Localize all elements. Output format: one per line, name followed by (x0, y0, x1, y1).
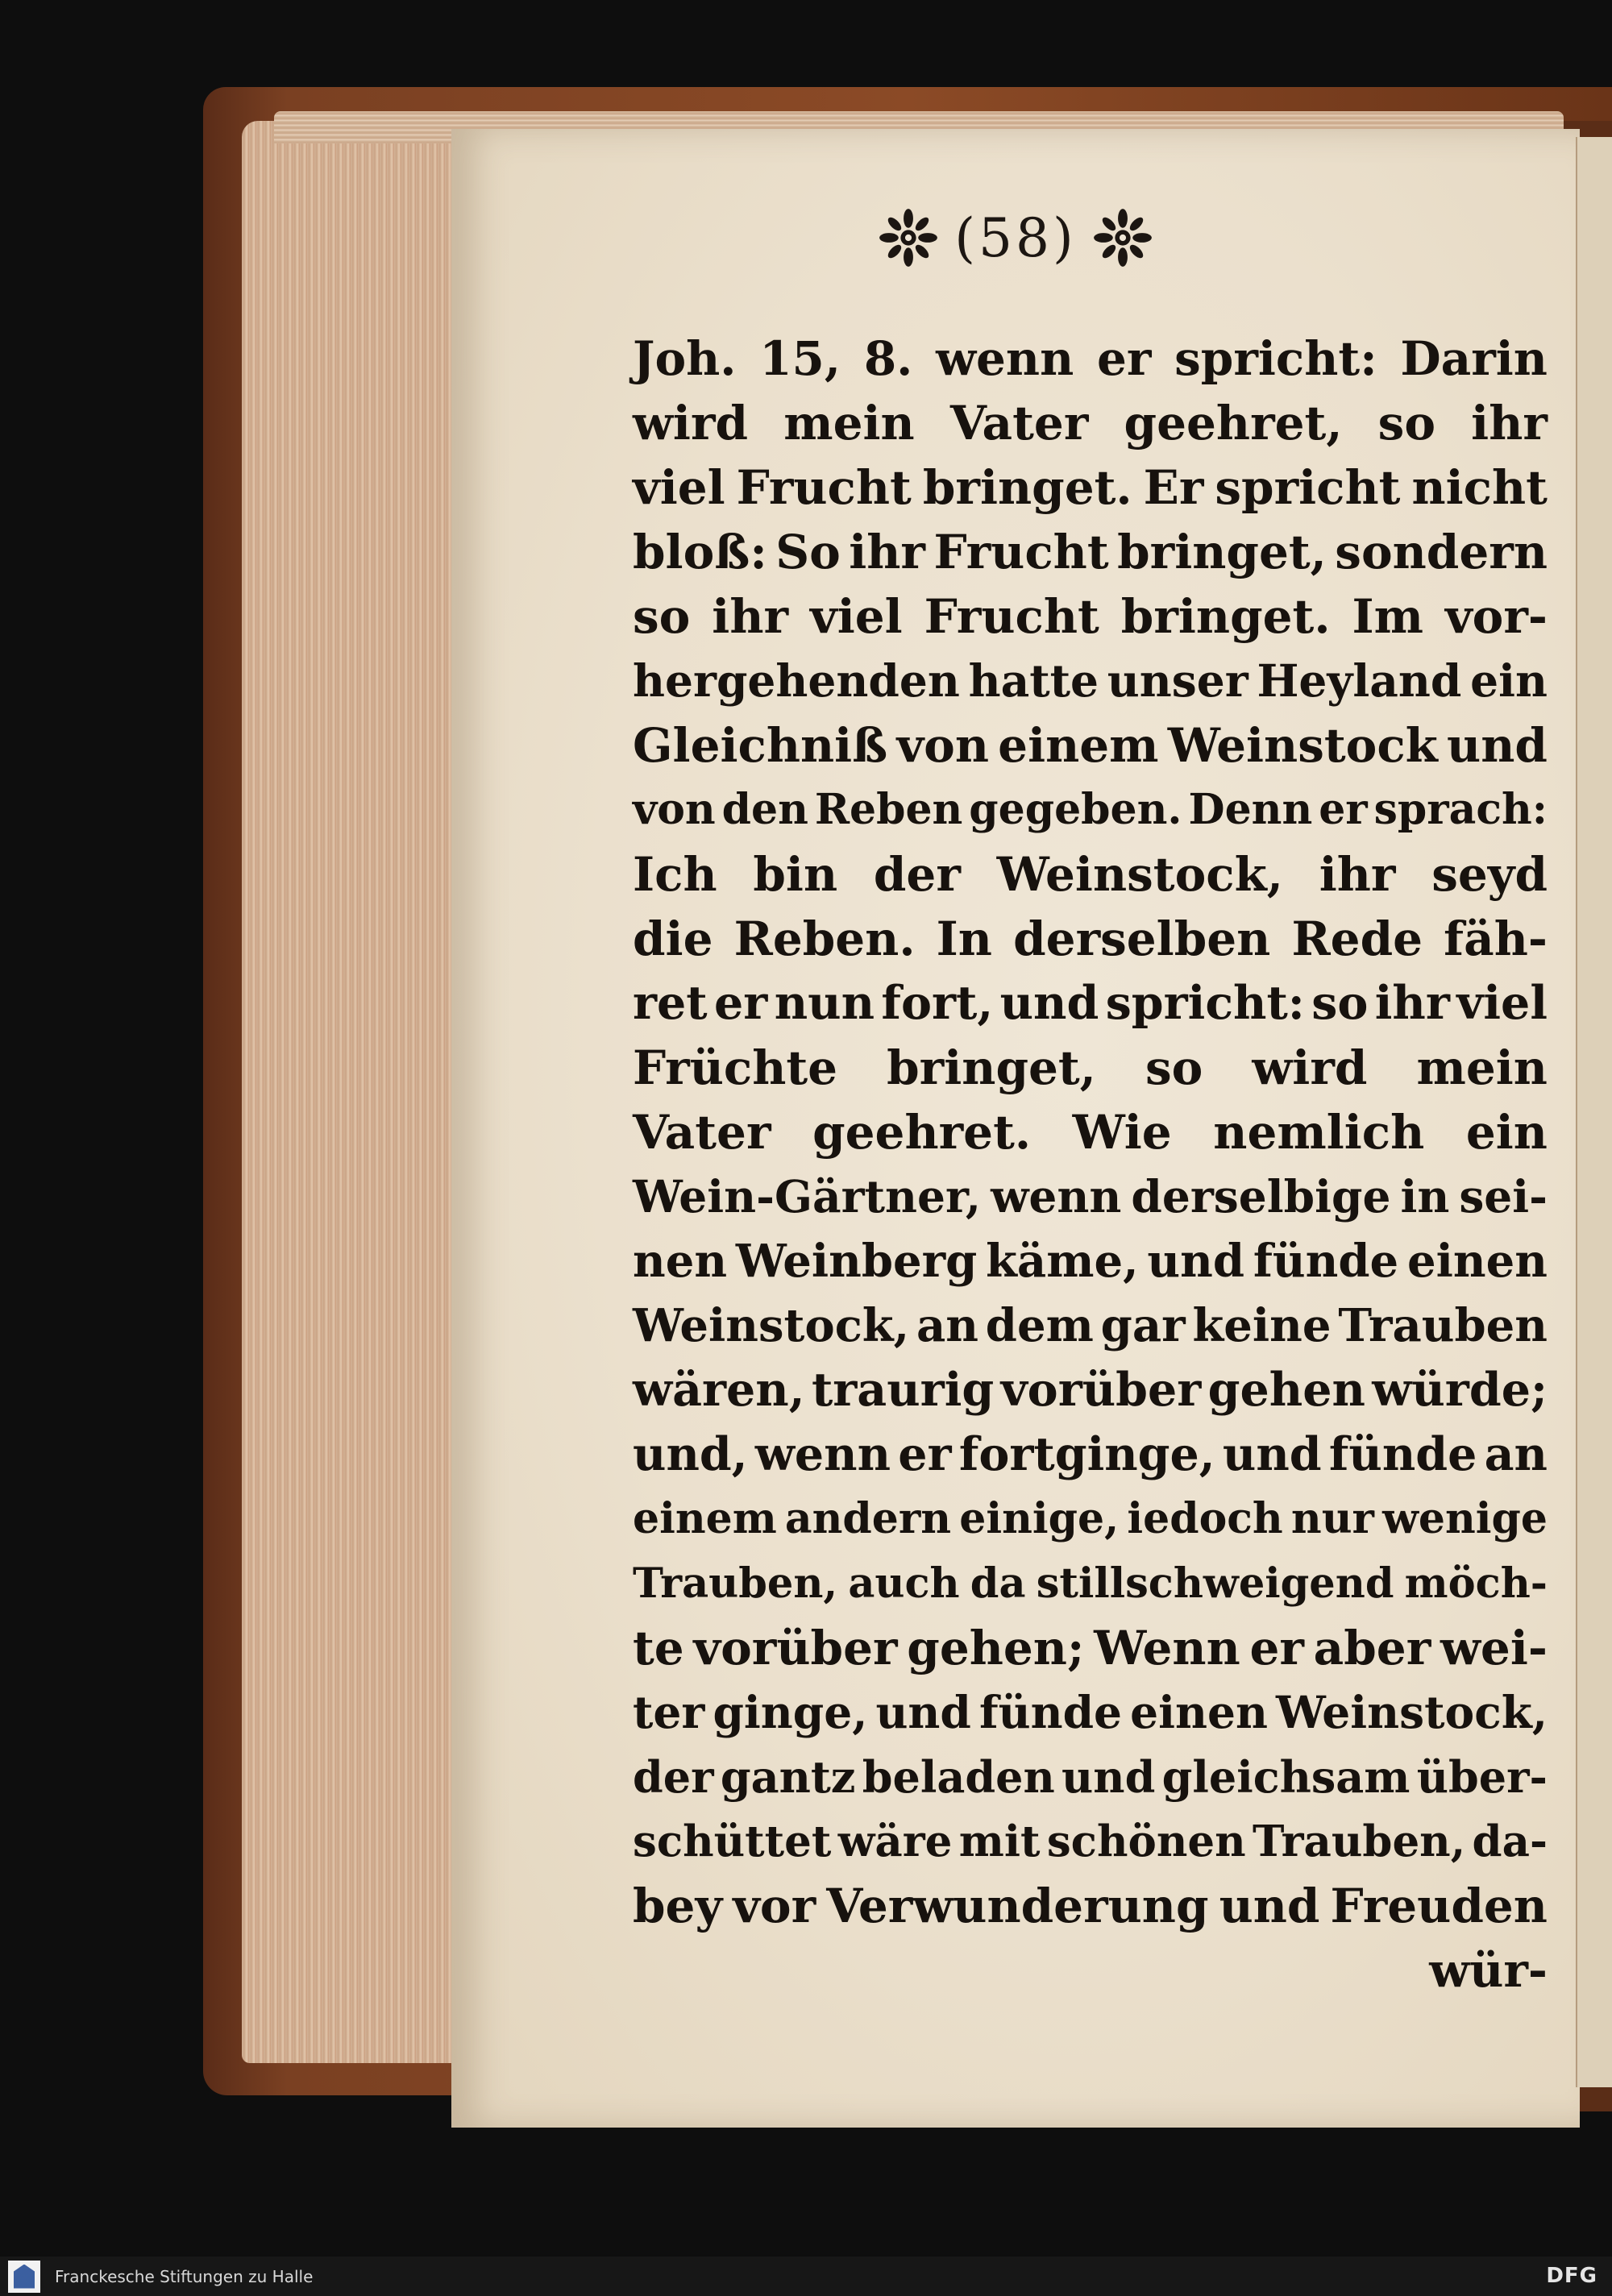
text-line: bey vor Verwunderung und Freuden (633, 1879, 1548, 1933)
text-line: hergehenden hatte unser Heyland ein (633, 654, 1548, 707)
text-line: Weinstock, an dem gar keine Trauben (633, 1299, 1548, 1352)
page-header (451, 201, 1580, 274)
text-line: Ich bin der Weinstock, ihr seyd (633, 847, 1548, 902)
dfg-logo: DFG (1546, 2264, 1597, 2288)
text-line: Trauben, auch da stillschweigend möch- (633, 1559, 1548, 1608)
page-body-text (633, 326, 1548, 2003)
text-line: bloß: So ihr Frucht bringet, sondern (633, 525, 1548, 579)
text-line: Wein-Gärtner, wenn derselbige in sei- (633, 1170, 1548, 1223)
text-line: und, wenn er fortginge, und fünde an (633, 1427, 1548, 1481)
text-line: ter ginge, und fünde einen Weinstock, (633, 1686, 1548, 1738)
catchword: wür- (1429, 1943, 1548, 1998)
text-line: die Reben. In derselben Rede fäh- (633, 911, 1548, 966)
text-line: so ihr viel Frucht bringet. Im vor- (633, 589, 1548, 644)
text-line: der gantz beladen und gleichsam über- (633, 1751, 1548, 1803)
text-line: wird mein Vater geehret, so ihr (633, 396, 1548, 450)
francke-foundation-logo-icon (8, 2261, 40, 2293)
facing-page-sliver (1576, 137, 1612, 2087)
flower-ornament-icon (879, 208, 938, 268)
text-line: ret er nun fort, und spricht: so ihr viel (633, 976, 1548, 1030)
text-line: Vater geehret. Wie nemlich ein (633, 1105, 1548, 1160)
text-line: Gleichniß von einem Weinstock und (633, 718, 1548, 773)
page-block-edge (242, 121, 476, 2063)
text-line: te vorüber gehen; Wenn er aber wei- (633, 1621, 1548, 1675)
text-line: wären, traurig vorüber gehen würde; (633, 1363, 1548, 1417)
page-number: (58) (954, 206, 1077, 269)
text-line: nen Weinberg käme, und fünde einen (633, 1235, 1548, 1288)
text-line: schüttet wäre mit schönen Trauben, da- (633, 1816, 1548, 1866)
text-line: Joh. 15, 8. wenn er spricht: Darin (633, 331, 1548, 386)
text-line: viel Frucht bringet. Er spricht nicht (633, 460, 1548, 515)
text-line: Früchte bringet, so wird mein (633, 1040, 1548, 1095)
institution-name: Franckesche Stiftungen zu Halle (55, 2266, 314, 2286)
flower-ornament-icon (1093, 208, 1153, 268)
viewer-footer (0, 2257, 1612, 2296)
text-line: von den Reben gegeben. Denn er sprach: (633, 785, 1548, 834)
text-line: einem andern einige, iedoch nur wenige (633, 1494, 1548, 1543)
